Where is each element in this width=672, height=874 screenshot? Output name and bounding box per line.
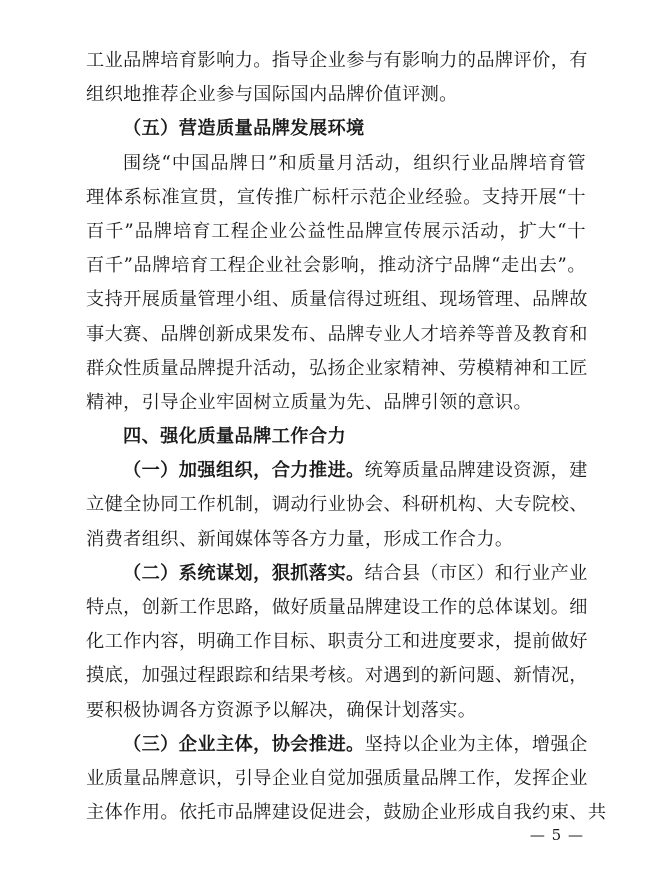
line-body: 坚持以企业为主体，增强企: [364, 733, 588, 755]
text-line: 特点，创新工作思路，做好质量品牌建设工作的总体谋划。细: [86, 597, 588, 618]
text-line: 摸底，加强过程跟踪和结果考核。对遇到的新问题、新情况，: [86, 665, 588, 687]
chapter-heading: 四、强化质量品牌工作合力: [123, 426, 347, 448]
document-body: [86, 44, 607, 830]
text-line: 百千”品牌培育工程企业公益性品牌宣传展示活动，扩大“十: [86, 220, 586, 242]
text-line: 主体作用。依托市品牌建设促进会，鼓励企业形成自我约束、共: [86, 802, 607, 824]
text-line: 精神，引导企业牢固树立质量为先、品牌引领的意识。: [86, 391, 533, 413]
text-line: 组织地推荐企业参与国际国内品牌价值评测。: [86, 84, 458, 106]
text-line: 消费者组织、新闻媒体等各方力量，形成工作合力。: [86, 528, 514, 550]
text-line: 理体系标准宣贯，宣传推广标杆示范企业经验。支持开展“十: [86, 186, 586, 208]
text-line: 群众性质量品牌提升活动，弘扬企业家精神、劳模精神和工匠: [86, 357, 588, 379]
text-line: 要积极协调各方资源予以解决，确保计划落实。: [86, 699, 477, 721]
subheading-lead: （三）企业主体，协会推进。: [123, 733, 365, 755]
text-line: 化工作内容，明确工作目标、职责分工和进度要求，提前做好: [86, 631, 588, 653]
text-line: 立健全协同工作机制，调动行业协会、科研机构、大专院校、: [86, 494, 588, 516]
line-body: 统筹质量品牌建设资源，建: [364, 460, 588, 482]
text-line: 业质量品牌意识，引导企业自觉加强质量品牌工作，发挥企业: [86, 767, 588, 789]
text-line: 百千”品牌培育工程企业社会影响，推动济宁品牌“走出去”。: [86, 255, 586, 277]
text-line: 事大赛、品牌创新成果发布、品牌专业人才培养等普及教育和: [86, 323, 588, 345]
text-line: [86, 454, 586, 488]
text-line: 围绕“中国品牌日”和质量月活动，组织行业品牌培育管: [123, 152, 586, 174]
subheading-lead: （一）加强组织，合力推进。: [123, 460, 365, 482]
section-heading: （五）营造质量品牌发展环境: [123, 118, 365, 140]
text-line: [86, 557, 586, 591]
text-line: 工业品牌培育影响力。指导企业参与有影响力的品牌评价，有: [86, 50, 588, 71]
subheading-lead: （二）系统谋划，狠抓落实。: [123, 562, 365, 584]
page-number: — 5 —: [529, 826, 584, 844]
line-body: 结合县（市区）和行业产业: [364, 562, 588, 584]
text-line: 支持开展质量管理小组、质量信得过班组、现场管理、品牌故: [86, 289, 588, 311]
text-line: [86, 728, 586, 762]
